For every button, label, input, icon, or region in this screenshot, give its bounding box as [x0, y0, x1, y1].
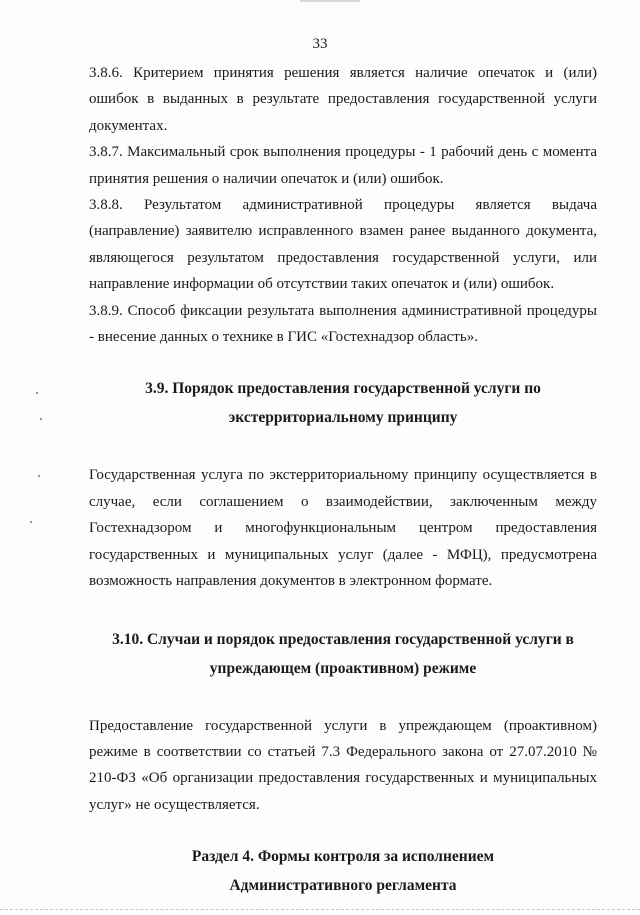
scan-speck [30, 521, 32, 523]
paragraph-3-8-9: 3.8.9. Способ фиксации результата выполнения административной процедуры - внесение данных о технике в ГИС «Гостехнадзор область». [89, 302, 597, 346]
paragraph-3-8-7: 3.8.7. Максимальный срок выполнения процедуры - 1 рабочий день с момента принятия решения о наличии опечаток и (или) ошибок. [89, 144, 597, 187]
scan-speck [40, 418, 42, 420]
section-heading-4: Раздел 4. Формы контроля за исполнением Административного регламента [191, 848, 495, 895]
scan-artifact-bottom [0, 909, 640, 911]
scan-speck [36, 392, 38, 394]
paragraph-3-10-body: Предоставление государственной услуги в упреждающем (проактивном) режиме в соответствии со статьей 7.3 Федерального закона от 27.07.2010 № 210-ФЗ «Об организации предоставления государственных и муниципальных услуг» не осуществляется. [89, 717, 597, 813]
page-number: 33 [312, 36, 328, 52]
document-body [89, 60, 597, 900]
paragraph-3-9-body: Государственная услуга по экстерриториальному принципу осуществляется в случае, если соглашением о взаимодействии, заключенным между Гостехнадзором и многофункциональным центром предоставления государственных и муниципальных услуг (далее - МФЦ), предусмотрена возможность направления документов в электронном формате. [89, 467, 597, 590]
scan-speck [38, 475, 40, 477]
scan-artifact-top [300, 0, 360, 2]
section-heading-3-9: 3.9. Порядок предоставления государственной услуги по экстерриториальному принципу [145, 380, 541, 427]
section-heading-3-10: 3.10. Случаи и порядок предоставления государственной услуги в упреждающем (проактивном) режиме [112, 630, 574, 677]
paragraph-3-8-8: 3.8.8. Результатом административной процедуры является выдача (направление) заявителю исправленного взамен ранее выданного документа, являющегося результатом предоставления государственной услуги, или направление информации об отсутствии таких опечаток и (или) ошибок. [89, 197, 597, 293]
paragraph-3-8-6: 3.8.6. Критерием принятия решения является наличие опечаток и (или) ошибок в выданных в результате предоставления государственной услуги документах. [89, 65, 597, 134]
